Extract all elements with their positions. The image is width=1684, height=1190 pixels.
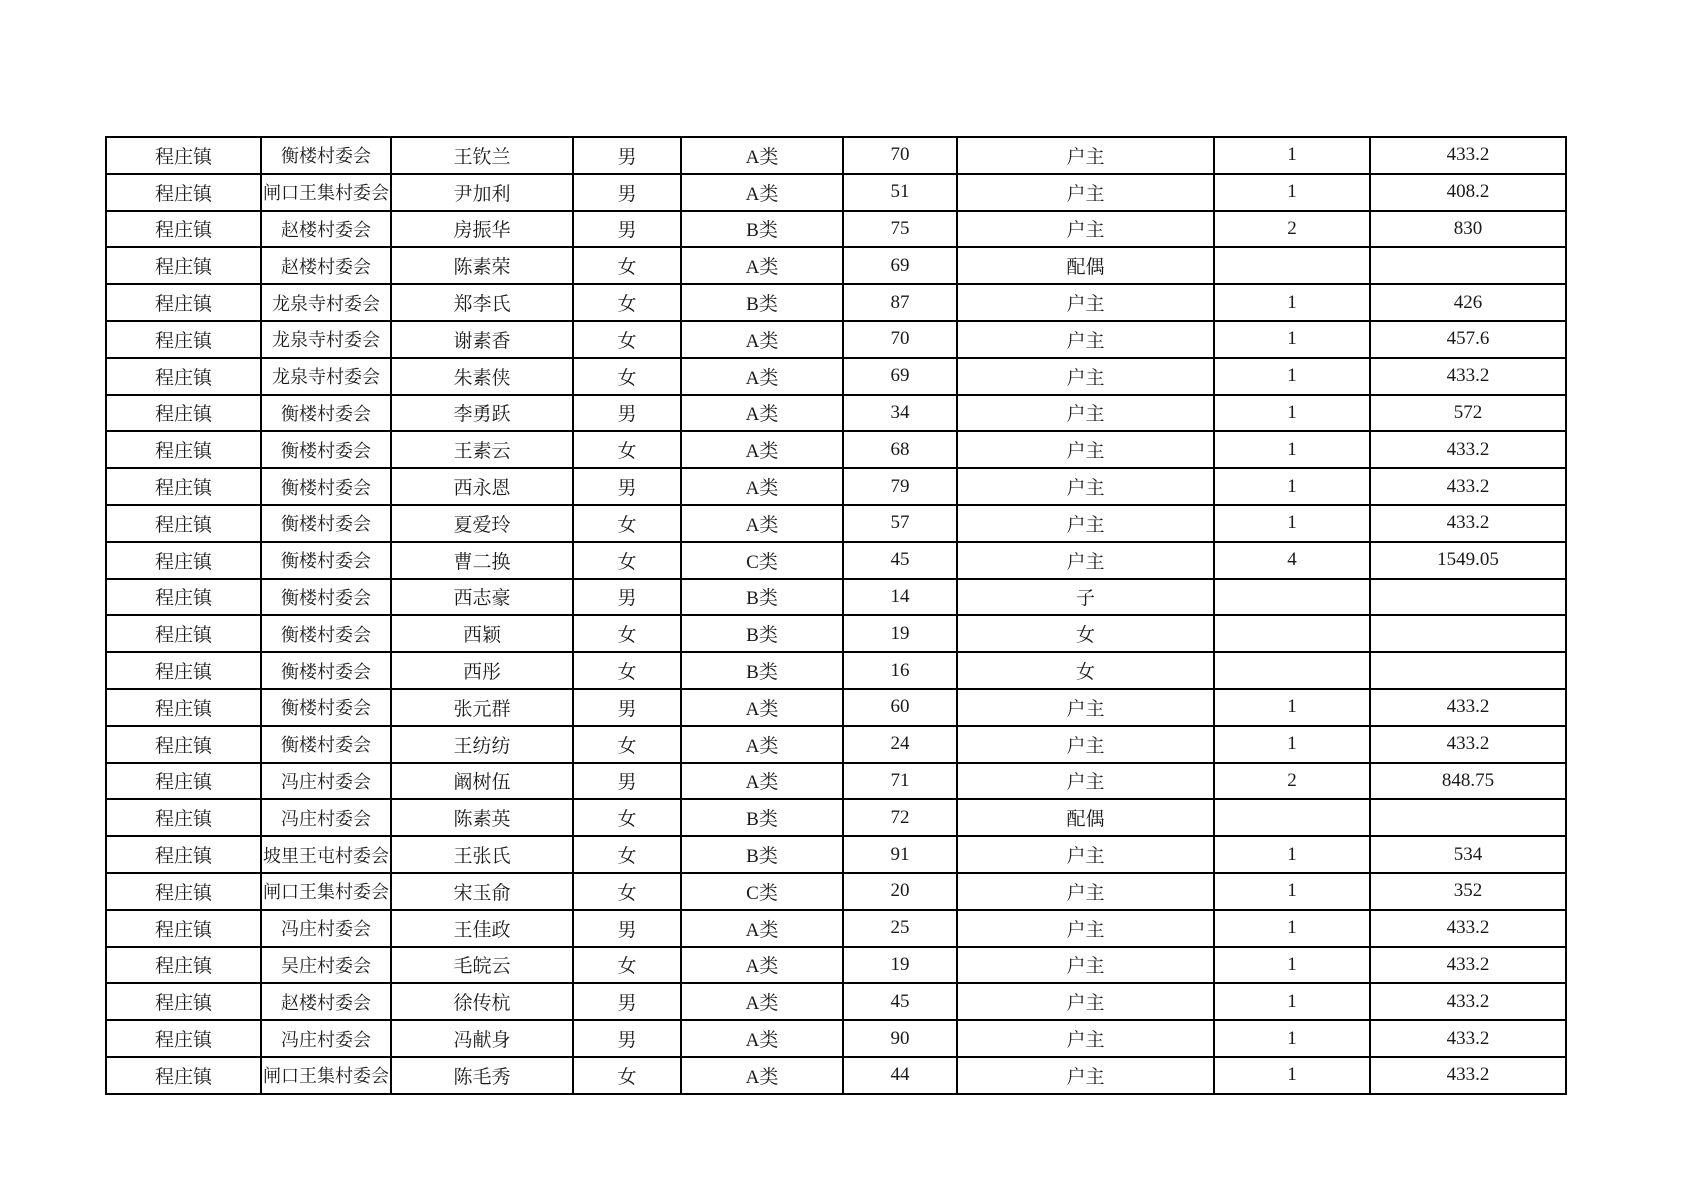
cell-person-name: 张元群 [391,689,573,726]
table-row [106,211,1566,248]
cell-category: B类 [681,284,843,321]
cell-household-size: 1 [1214,1057,1370,1094]
cell-person-name: 王佳政 [391,910,573,947]
cell-gender: 女 [573,247,681,284]
table-row [106,689,1566,726]
cell-age: 14 [843,579,957,616]
cell-village: 闸口王集村委会 [261,174,391,211]
cell-village: 衡楼村委会 [261,689,391,726]
cell-age: 68 [843,431,957,468]
cell-category: A类 [681,947,843,984]
cell-village: 冯庄村委会 [261,763,391,800]
cell-amount [1370,247,1566,284]
cell-category: A类 [681,910,843,947]
table-row [106,505,1566,542]
cell-amount: 433.2 [1370,137,1566,174]
table-row [106,947,1566,984]
cell-gender: 男 [573,468,681,505]
cell-gender: 女 [573,799,681,836]
cell-relation: 户主 [957,910,1214,947]
cell-category: A类 [681,983,843,1020]
cell-age: 69 [843,247,957,284]
table-row [106,395,1566,432]
cell-age: 75 [843,211,957,248]
table-row [106,873,1566,910]
cell-gender: 男 [573,689,681,726]
cell-amount [1370,652,1566,689]
cell-age: 72 [843,799,957,836]
cell-person-name: 尹加利 [391,174,573,211]
cell-category: A类 [681,1020,843,1057]
cell-town: 程庄镇 [106,726,261,763]
cell-person-name: 西志豪 [391,579,573,616]
cell-gender: 女 [573,542,681,579]
cell-age: 45 [843,983,957,1020]
cell-town: 程庄镇 [106,358,261,395]
cell-household-size: 4 [1214,542,1370,579]
cell-relation: 户主 [957,1057,1214,1094]
cell-category: B类 [681,799,843,836]
cell-town: 程庄镇 [106,652,261,689]
table-row [106,431,1566,468]
cell-age: 44 [843,1057,957,1094]
table-row [106,836,1566,873]
table-row [106,579,1566,616]
cell-relation: 户主 [957,211,1214,248]
cell-village: 衡楼村委会 [261,505,391,542]
cell-category: A类 [681,247,843,284]
table-row [106,321,1566,358]
cell-category: A类 [681,1057,843,1094]
cell-category: A类 [681,726,843,763]
cell-town: 程庄镇 [106,247,261,284]
cell-relation: 户主 [957,284,1214,321]
table-row [106,652,1566,689]
cell-age: 51 [843,174,957,211]
cell-age: 70 [843,321,957,358]
cell-relation: 户主 [957,726,1214,763]
cell-age: 79 [843,468,957,505]
cell-household-size: 1 [1214,395,1370,432]
cell-category: A类 [681,395,843,432]
cell-town: 程庄镇 [106,1020,261,1057]
cell-age: 71 [843,763,957,800]
cell-age: 34 [843,395,957,432]
cell-amount: 433.2 [1370,910,1566,947]
cell-village: 龙泉寺村委会 [261,358,391,395]
cell-age: 60 [843,689,957,726]
cell-village: 衡楼村委会 [261,468,391,505]
cell-person-name: 阚树伍 [391,763,573,800]
cell-town: 程庄镇 [106,836,261,873]
cell-relation: 户主 [957,1020,1214,1057]
table-row [106,799,1566,836]
cell-relation: 户主 [957,542,1214,579]
cell-relation: 女 [957,615,1214,652]
cell-category: C类 [681,542,843,579]
table-row [106,247,1566,284]
cell-amount: 433.2 [1370,947,1566,984]
cell-relation: 户主 [957,137,1214,174]
cell-household-size [1214,247,1370,284]
cell-gender: 女 [573,726,681,763]
cell-town: 程庄镇 [106,505,261,542]
cell-village: 衡楼村委会 [261,395,391,432]
cell-village: 衡楼村委会 [261,726,391,763]
beneficiary-table [105,136,1567,1095]
cell-person-name: 王素云 [391,431,573,468]
cell-relation: 户主 [957,983,1214,1020]
cell-amount: 433.2 [1370,1020,1566,1057]
cell-age: 69 [843,358,957,395]
cell-town: 程庄镇 [106,284,261,321]
cell-household-size: 1 [1214,137,1370,174]
cell-category: A类 [681,689,843,726]
cell-amount: 433.2 [1370,689,1566,726]
cell-relation: 户主 [957,431,1214,468]
cell-amount [1370,615,1566,652]
cell-amount [1370,799,1566,836]
cell-gender: 男 [573,395,681,432]
cell-village: 冯庄村委会 [261,910,391,947]
cell-gender: 男 [573,211,681,248]
cell-person-name: 曹二换 [391,542,573,579]
table-row [106,137,1566,174]
cell-gender: 男 [573,763,681,800]
cell-age: 45 [843,542,957,579]
cell-amount: 433.2 [1370,726,1566,763]
cell-relation: 子 [957,579,1214,616]
cell-amount: 433.2 [1370,983,1566,1020]
table-row [106,468,1566,505]
cell-village: 冯庄村委会 [261,799,391,836]
cell-person-name: 西颖 [391,615,573,652]
cell-relation: 户主 [957,873,1214,910]
cell-town: 程庄镇 [106,689,261,726]
cell-household-size: 1 [1214,174,1370,211]
cell-relation: 户主 [957,763,1214,800]
cell-village: 坡里王屯村委会 [261,836,391,873]
cell-amount: 457.6 [1370,321,1566,358]
cell-household-size [1214,799,1370,836]
cell-relation: 户主 [957,947,1214,984]
cell-village: 龙泉寺村委会 [261,321,391,358]
cell-gender: 男 [573,174,681,211]
cell-gender: 男 [573,137,681,174]
cell-amount: 408.2 [1370,174,1566,211]
cell-amount: 848.75 [1370,763,1566,800]
cell-person-name: 陈素英 [391,799,573,836]
table-row [106,763,1566,800]
table-row [106,358,1566,395]
cell-gender: 女 [573,431,681,468]
cell-person-name: 西永恩 [391,468,573,505]
cell-age: 70 [843,137,957,174]
cell-household-size: 1 [1214,431,1370,468]
cell-amount: 433.2 [1370,468,1566,505]
cell-village: 吴庄村委会 [261,947,391,984]
cell-village: 赵楼村委会 [261,247,391,284]
cell-category: B类 [681,579,843,616]
cell-village: 冯庄村委会 [261,1020,391,1057]
cell-amount: 1549.05 [1370,542,1566,579]
cell-amount: 352 [1370,873,1566,910]
cell-village: 衡楼村委会 [261,137,391,174]
cell-household-size: 1 [1214,873,1370,910]
cell-category: A类 [681,431,843,468]
cell-age: 16 [843,652,957,689]
cell-person-name: 郑李氏 [391,284,573,321]
cell-village: 赵楼村委会 [261,983,391,1020]
cell-amount: 433.2 [1370,431,1566,468]
cell-town: 程庄镇 [106,174,261,211]
cell-town: 程庄镇 [106,799,261,836]
cell-relation: 户主 [957,836,1214,873]
cell-gender: 女 [573,321,681,358]
cell-person-name: 王钦兰 [391,137,573,174]
cell-person-name: 陈素荣 [391,247,573,284]
cell-relation: 配偶 [957,799,1214,836]
cell-category: A类 [681,763,843,800]
cell-gender: 男 [573,1020,681,1057]
cell-relation: 户主 [957,358,1214,395]
cell-household-size: 2 [1214,211,1370,248]
cell-gender: 女 [573,615,681,652]
cell-gender: 女 [573,358,681,395]
cell-town: 程庄镇 [106,431,261,468]
cell-age: 20 [843,873,957,910]
cell-amount [1370,579,1566,616]
cell-age: 19 [843,615,957,652]
cell-household-size: 1 [1214,947,1370,984]
table-row [106,983,1566,1020]
cell-village: 衡楼村委会 [261,652,391,689]
cell-person-name: 陈毛秀 [391,1057,573,1094]
cell-gender: 女 [573,652,681,689]
cell-person-name: 李勇跃 [391,395,573,432]
cell-town: 程庄镇 [106,542,261,579]
cell-age: 91 [843,836,957,873]
cell-town: 程庄镇 [106,137,261,174]
cell-village: 闸口王集村委会 [261,1057,391,1094]
cell-gender: 男 [573,579,681,616]
cell-category: A类 [681,321,843,358]
cell-gender: 女 [573,873,681,910]
cell-person-name: 谢素香 [391,321,573,358]
table-row [106,542,1566,579]
cell-household-size: 1 [1214,689,1370,726]
cell-household-size [1214,579,1370,616]
table-row [106,1057,1566,1094]
cell-town: 程庄镇 [106,1057,261,1094]
cell-relation: 户主 [957,395,1214,432]
cell-age: 87 [843,284,957,321]
cell-household-size [1214,615,1370,652]
cell-household-size: 1 [1214,983,1370,1020]
cell-town: 程庄镇 [106,468,261,505]
table-row [106,910,1566,947]
cell-household-size: 1 [1214,321,1370,358]
cell-household-size: 1 [1214,1020,1370,1057]
cell-relation: 户主 [957,505,1214,542]
cell-town: 程庄镇 [106,615,261,652]
cell-gender: 女 [573,836,681,873]
cell-household-size [1214,652,1370,689]
cell-category: B类 [681,615,843,652]
cell-town: 程庄镇 [106,873,261,910]
cell-category: A类 [681,468,843,505]
cell-person-name: 王张氏 [391,836,573,873]
cell-amount: 433.2 [1370,1057,1566,1094]
cell-household-size: 1 [1214,505,1370,542]
cell-person-name: 王纺纺 [391,726,573,763]
cell-person-name: 宋玉俞 [391,873,573,910]
cell-amount: 830 [1370,211,1566,248]
cell-category: A类 [681,174,843,211]
cell-relation: 配偶 [957,247,1214,284]
cell-age: 25 [843,910,957,947]
cell-village: 闸口王集村委会 [261,873,391,910]
cell-village: 衡楼村委会 [261,431,391,468]
cell-age: 57 [843,505,957,542]
cell-village: 赵楼村委会 [261,211,391,248]
cell-person-name: 徐传杭 [391,983,573,1020]
cell-amount: 433.2 [1370,358,1566,395]
cell-relation: 户主 [957,174,1214,211]
cell-village: 衡楼村委会 [261,579,391,616]
cell-category: A类 [681,137,843,174]
cell-age: 90 [843,1020,957,1057]
cell-age: 19 [843,947,957,984]
cell-amount: 426 [1370,284,1566,321]
cell-gender: 男 [573,910,681,947]
cell-village: 龙泉寺村委会 [261,284,391,321]
cell-gender: 女 [573,1057,681,1094]
table-row [106,284,1566,321]
cell-person-name: 冯献身 [391,1020,573,1057]
cell-relation: 户主 [957,321,1214,358]
cell-town: 程庄镇 [106,395,261,432]
cell-category: B类 [681,652,843,689]
table-row [106,615,1566,652]
cell-category: C类 [681,873,843,910]
table-row [106,1020,1566,1057]
cell-age: 24 [843,726,957,763]
cell-village: 衡楼村委会 [261,615,391,652]
cell-town: 程庄镇 [106,910,261,947]
cell-town: 程庄镇 [106,321,261,358]
cell-household-size: 2 [1214,763,1370,800]
cell-gender: 女 [573,284,681,321]
cell-village: 衡楼村委会 [261,542,391,579]
cell-category: A类 [681,358,843,395]
cell-town: 程庄镇 [106,763,261,800]
cell-gender: 男 [573,983,681,1020]
cell-town: 程庄镇 [106,211,261,248]
cell-relation: 户主 [957,689,1214,726]
cell-gender: 女 [573,947,681,984]
cell-amount: 572 [1370,395,1566,432]
cell-town: 程庄镇 [106,983,261,1020]
cell-person-name: 朱素侠 [391,358,573,395]
cell-person-name: 西彤 [391,652,573,689]
cell-person-name: 夏爱玲 [391,505,573,542]
cell-household-size: 1 [1214,358,1370,395]
cell-household-size: 1 [1214,836,1370,873]
cell-household-size: 1 [1214,284,1370,321]
cell-category: A类 [681,505,843,542]
cell-town: 程庄镇 [106,947,261,984]
cell-gender: 女 [573,505,681,542]
cell-category: B类 [681,211,843,248]
table-row [106,726,1566,763]
cell-relation: 户主 [957,468,1214,505]
cell-relation: 女 [957,652,1214,689]
cell-amount: 433.2 [1370,505,1566,542]
cell-household-size: 1 [1214,910,1370,947]
table-row [106,174,1566,211]
cell-amount: 534 [1370,836,1566,873]
cell-town: 程庄镇 [106,579,261,616]
cell-household-size: 1 [1214,468,1370,505]
cell-household-size: 1 [1214,726,1370,763]
cell-category: B类 [681,836,843,873]
cell-person-name: 房振华 [391,211,573,248]
cell-person-name: 毛皖云 [391,947,573,984]
